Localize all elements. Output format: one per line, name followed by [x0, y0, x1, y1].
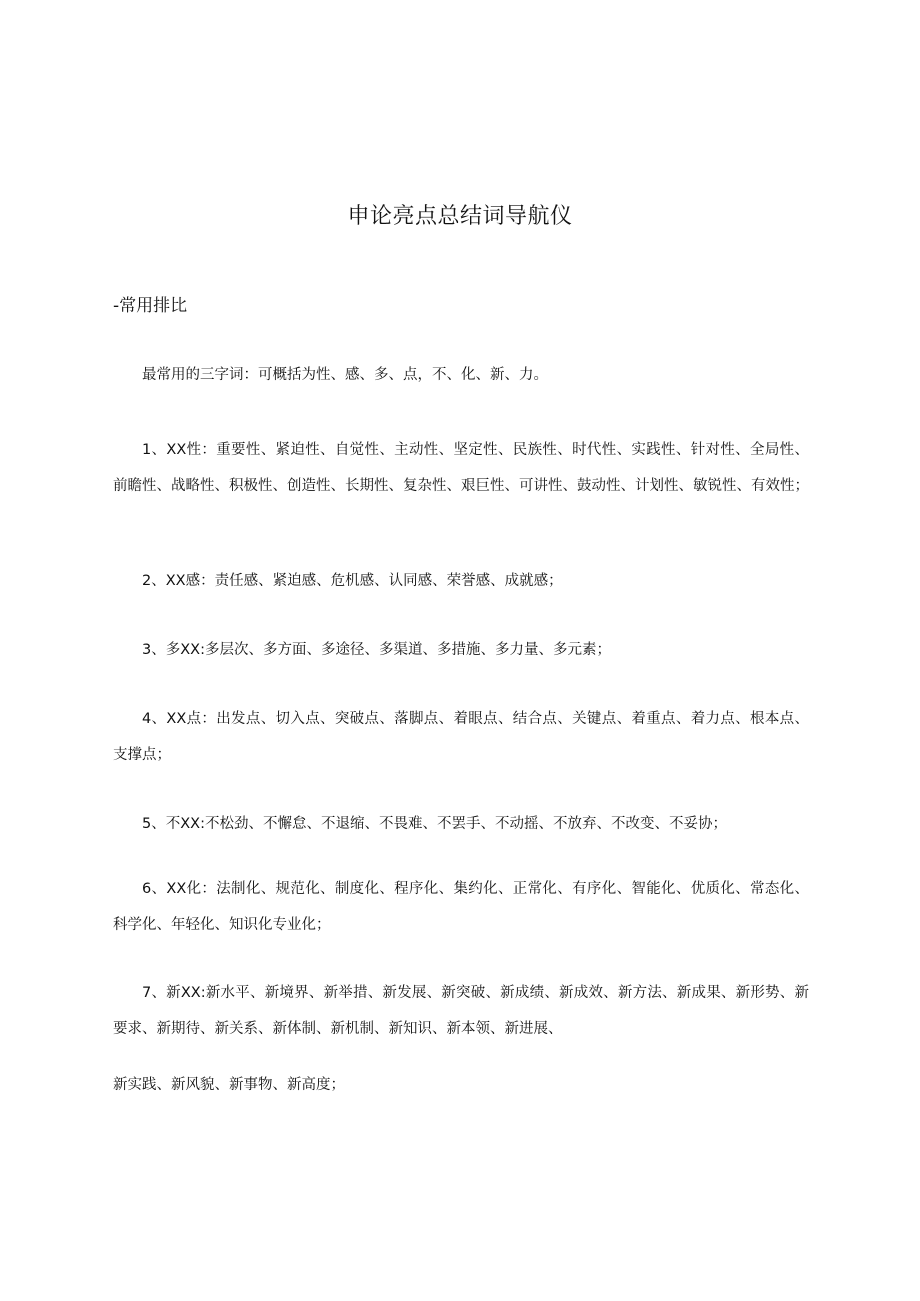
list-item-6: 6、XX化：法制化、规范化、制度化、程序化、集约化、正常化、有序化、智能化、优质化、常态化、科学化、年轻化、知识化专业化； — [113, 881, 809, 933]
section-heading: -常用排比 — [113, 296, 188, 316]
list-item-4: 4、XX点：出发点、切入点、突破点、落脚点、着眼点、结合点、关键点、着重点、着力点、根本点、支撑点； — [113, 711, 809, 763]
list-item-3: 3、多XX:多层次、多方面、多途径、多渠道、多措施、多力量、多元素； — [142, 642, 611, 658]
document-title: 申论亮点总结词导航仪 — [347, 204, 573, 229]
list-item-2: 2、XX感：责任感、紧迫感、危机感、认同感、荣誉感、成就感； — [142, 573, 563, 589]
list-item-7: 7、新XX:新水平、新境界、新举措、新发展、新突破、新成绩、新成效、新方法、新成果、新形势、新要求、新期待、新关系、新体制、新机制、新知识、新本领、新进展、 — [113, 985, 809, 1037]
list-item-5: 5、不XX:不松劲、不懈怠、不退缩、不畏难、不罢手、不动摇、不放弃、不改变、不妥协； — [142, 816, 727, 832]
list-item-1: 1、XX性：重要性、紧迫性、自觉性、主动性、坚定性、民族性、时代性、实践性、针对性、全局性、前瞻性、战略性、积极性、创造性、长期性、复杂性、艰巨性、可讲性、鼓动性、计划性、敏锐性、有效性； — [113, 442, 809, 494]
intro-paragraph: 最常用的三字词：可概括为性、感、多、点，不、化、新、力。 — [142, 367, 548, 383]
list-item-7-continuation: 新实践、新风貌、新事物、新高度； — [113, 1077, 345, 1093]
